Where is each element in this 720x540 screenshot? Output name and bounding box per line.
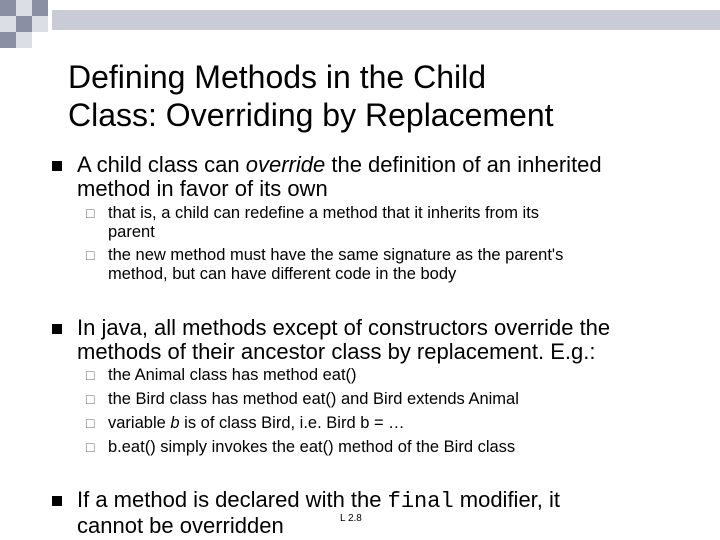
bullet-3-pre: If a method is declared with the xyxy=(77,487,388,512)
hollow-square-bullet-icon: □ xyxy=(86,439,95,455)
final-keyword: final xyxy=(387,489,454,514)
hollow-square-bullet-icon: □ xyxy=(86,415,95,431)
slide-footer: L 2.8 xyxy=(340,513,362,524)
sub-bullet-2-3-em: b xyxy=(170,414,180,432)
bullet-1-text xyxy=(77,153,602,201)
sub-bullet-2-3-pre: variable xyxy=(108,414,171,432)
square-bullet-icon xyxy=(52,496,62,506)
hollow-square-bullet-icon: □ xyxy=(86,247,95,263)
bullet-3-text xyxy=(77,488,560,538)
sub-bullet-1-1-line-1: that is, a child can redefine a method that it inherits from its xyxy=(108,204,540,222)
bullet-1-em: override xyxy=(245,152,326,177)
sub-bullet-2-3 xyxy=(108,414,405,433)
bullet-1-line-2: method in favor of its own xyxy=(77,176,328,201)
sub-bullet-1-1-line-2: parent xyxy=(108,223,155,241)
title-line-2: Class: Overriding by Replacement xyxy=(68,97,554,133)
sub-bullet-2-3-post: is of class Bird, i.e. Bird b = … xyxy=(179,414,405,432)
square-bullet-icon xyxy=(52,161,62,171)
corner-decoration xyxy=(0,0,52,48)
bullet-2-line-1: In java, all methods except of constructors override the xyxy=(77,315,611,340)
top-decorative-bar xyxy=(52,10,720,30)
sub-bullet-2-2: the Bird class has method eat() and Bird extends Animal xyxy=(108,390,519,408)
slide-title xyxy=(68,58,688,134)
square-bullet-icon xyxy=(52,324,62,334)
bullet-2-text xyxy=(77,316,610,364)
title-line-1: Defining Methods in the Child xyxy=(68,59,487,95)
bullet-3-post: modifier, it xyxy=(453,487,561,512)
bullet-3-line-2: cannot be overridden xyxy=(77,513,284,538)
bullet-1-pre: A child class can xyxy=(77,152,246,177)
sub-bullet-2-4: b.eat() simply invokes the eat() method of the Bird class xyxy=(108,438,516,456)
hollow-square-bullet-icon: □ xyxy=(86,205,95,221)
sub-bullet-1-2-line-1: the new method must have the same signature as the parent's xyxy=(108,246,564,264)
sub-bullet-1-2 xyxy=(108,246,563,284)
sub-bullet-1-2-line-2: method, but can have different code in the body xyxy=(108,265,457,283)
sub-bullet-2-1: the Animal class has method eat() xyxy=(108,366,357,384)
bullet-2-line-2: methods of their ancestor class by replacement. E.g.: xyxy=(77,339,596,364)
hollow-square-bullet-icon: □ xyxy=(86,391,95,407)
sub-bullet-1-1 xyxy=(108,204,539,242)
hollow-square-bullet-icon: □ xyxy=(86,367,95,383)
bullet-1-post: the definition of an inherited xyxy=(325,152,602,177)
